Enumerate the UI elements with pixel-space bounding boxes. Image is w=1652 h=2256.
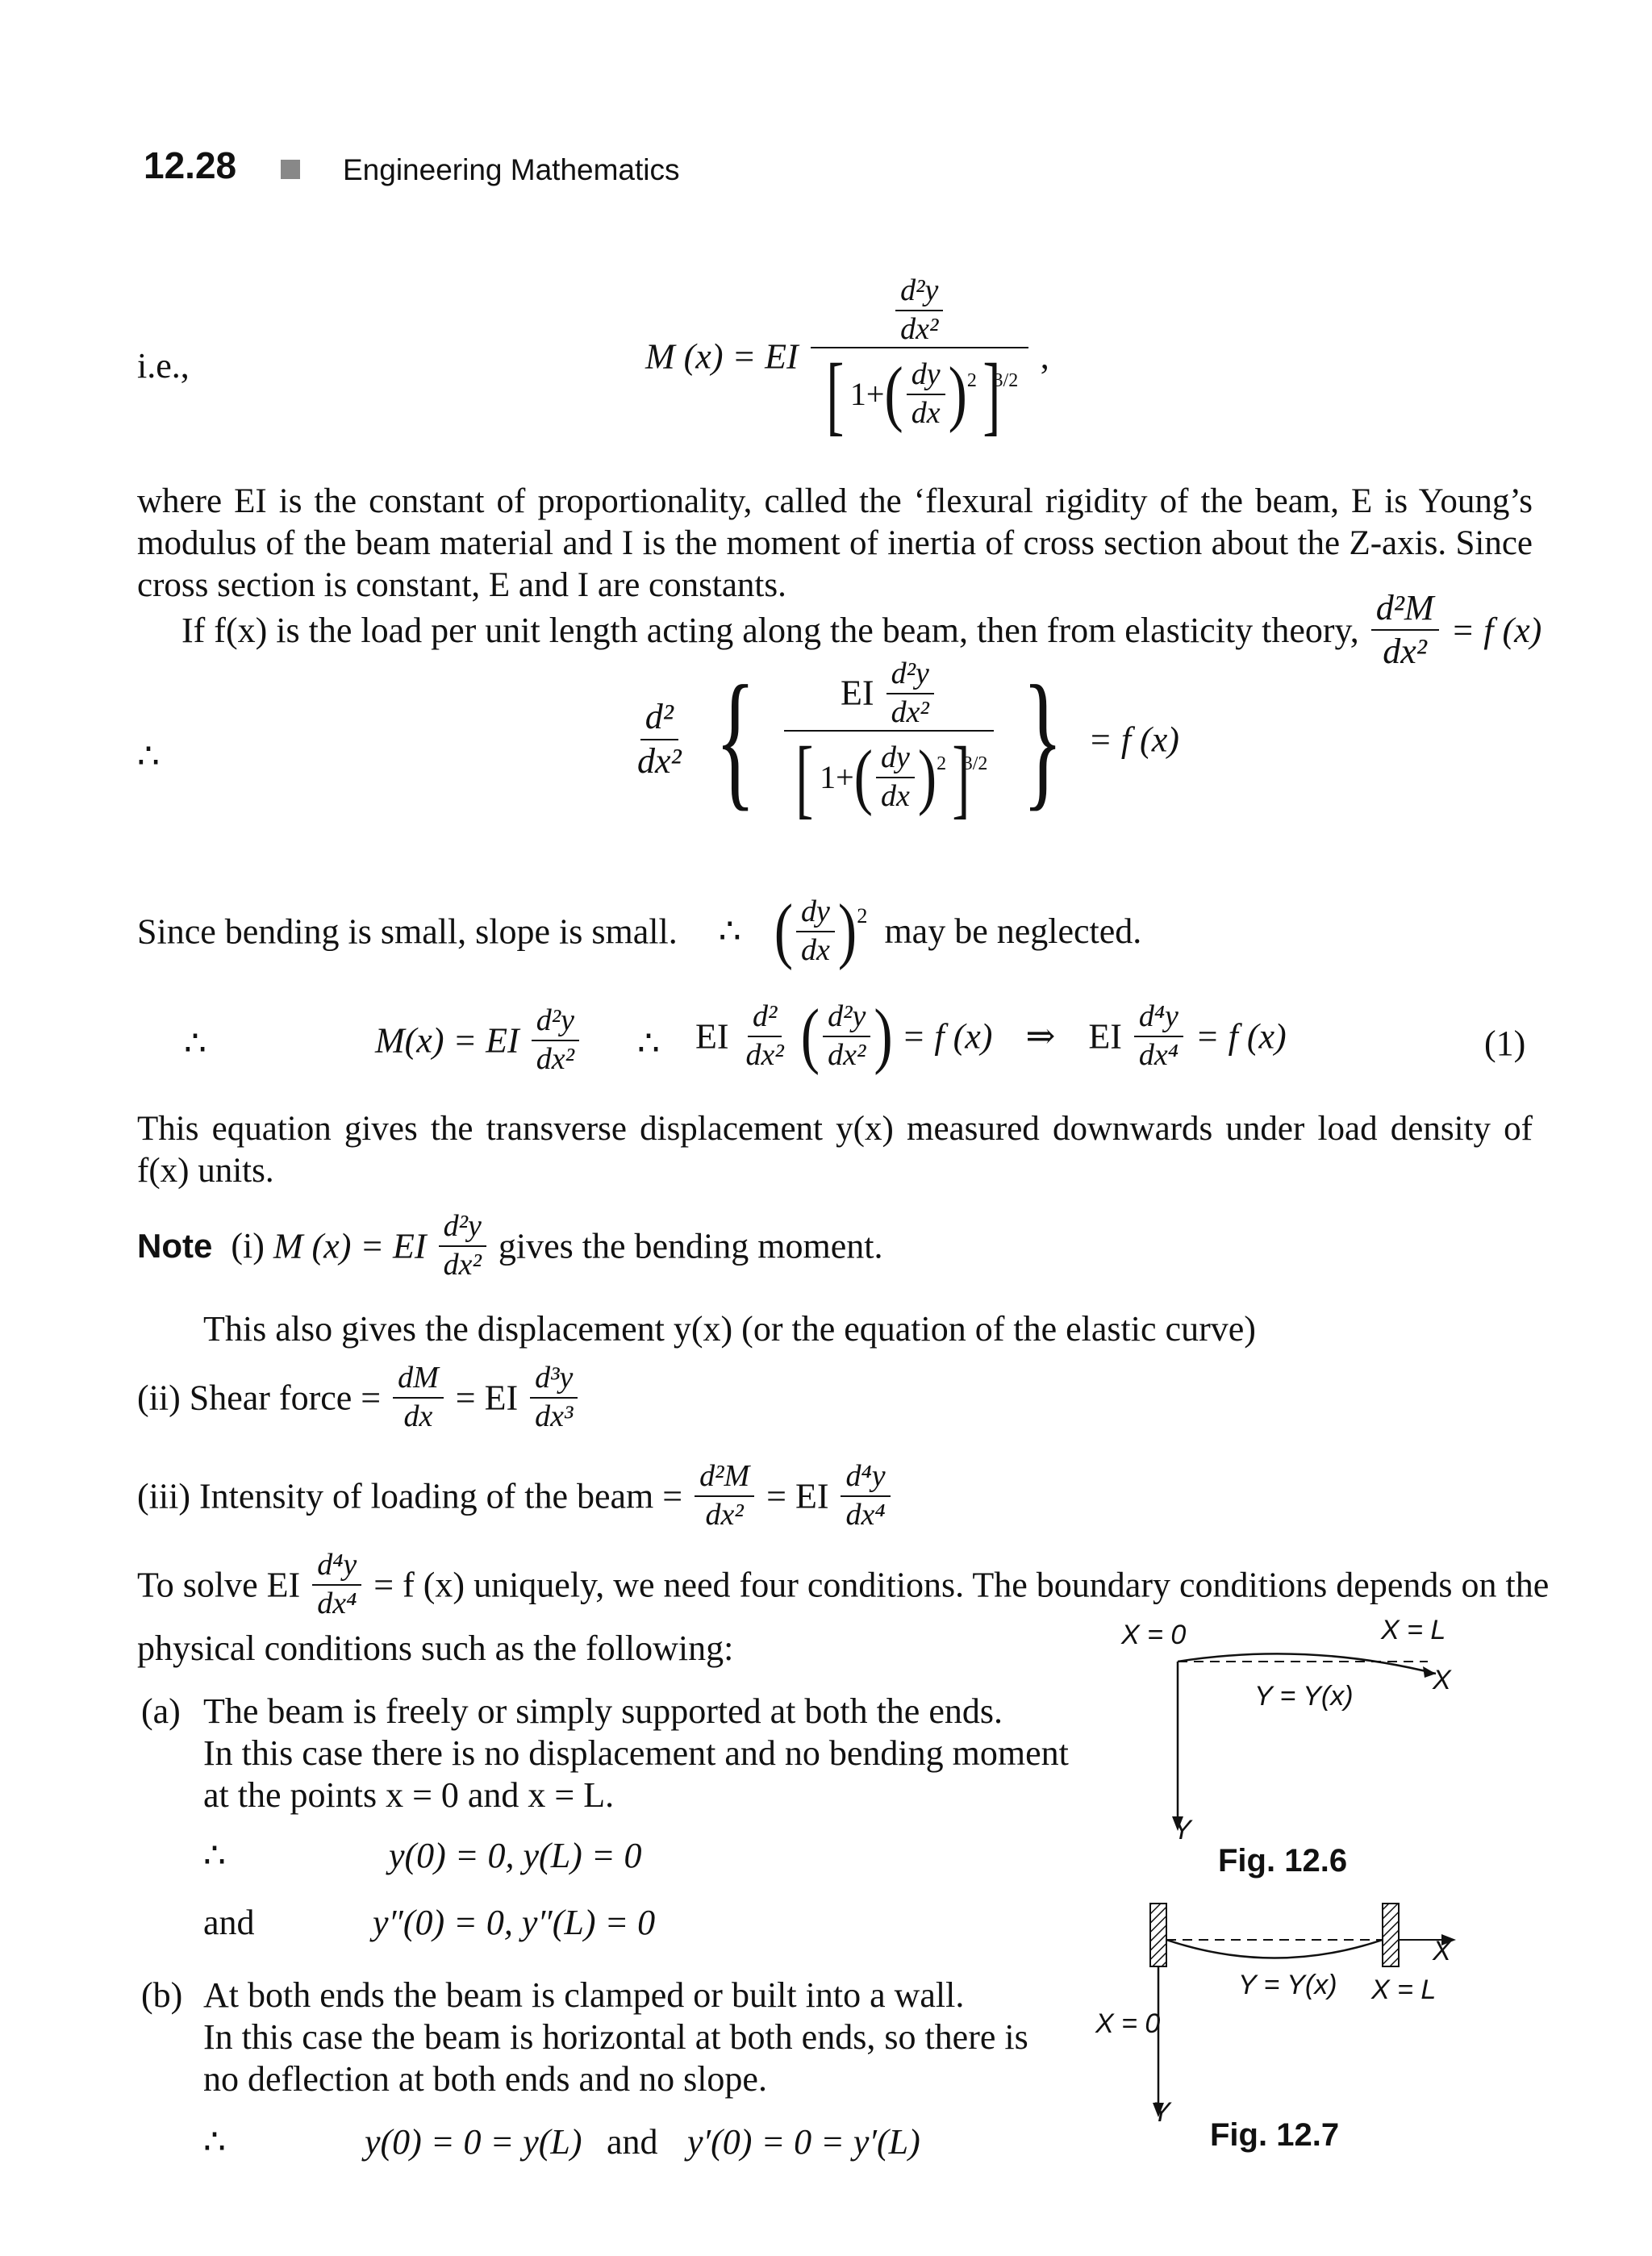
- case-b-line1: At both ends the beam is clamped or built into a wall.: [203, 1975, 965, 2015]
- eq2-rhs: = f (x): [1088, 719, 1179, 760]
- shear-label: (ii) Shear force =: [137, 1378, 382, 1418]
- solve-num: d⁴y: [312, 1549, 361, 1586]
- eq1-dy: dy: [907, 358, 945, 395]
- solve-line: [137, 1549, 1549, 1621]
- d2m-num: d²M: [1371, 589, 1439, 631]
- figure-12-7: [1113, 1895, 1484, 2129]
- case-b-cond1: y(0) = 0 = y(L): [365, 2122, 582, 2162]
- paragraph-flexural-rigidity: where EI is the constant of proportionality, called the ‘flexural rigidity of the beam, E is Young’s modulus of the beam material and I is the moment of inertia of cross section about the Z-axis. Since cross section is constant, E and I are constants.: [137, 482, 1533, 604]
- eq3-mid: = f (x): [901, 1016, 993, 1057]
- loading-line: [137, 1460, 894, 1532]
- case-a-label: (a): [141, 1691, 181, 1731]
- fig7-caption: Fig. 12.7: [1210, 2117, 1340, 2153]
- note-tail: gives the bending moment.: [498, 1226, 883, 1266]
- case-a-line1: The beam is freely or simply supported at both the ends.: [203, 1691, 1003, 1731]
- paragraph-displacement: This equation gives the transverse displacement y(x) measured downwards under load density of f(x) units.: [137, 1110, 1533, 1190]
- case-b-label: (b): [141, 1975, 183, 2015]
- d2m-den: dx²: [1383, 632, 1427, 672]
- eq1-num-fraction: [895, 274, 943, 347]
- header-square-icon: [281, 160, 300, 179]
- eq1-lhs: M (x) = EI: [645, 336, 799, 377]
- eq2-dy: dy: [876, 741, 915, 778]
- eq3-implies: ⇒: [1025, 1016, 1056, 1057]
- eq3-tag: (1): [1484, 1024, 1526, 1063]
- fig7-left-wall: [1150, 1904, 1166, 1966]
- case-b-line2: In this case the beam is horizontal at both ends, so there is: [203, 2017, 1028, 2057]
- case-a-line2: In this case there is no displacement and no bending moment: [203, 1733, 1069, 1773]
- note-line: [137, 1210, 882, 1282]
- slope-small-tail: may be neglected.: [884, 911, 1142, 952]
- slope-square: 2: [857, 903, 868, 928]
- fig6-xl-label: X = L: [1381, 1615, 1446, 1645]
- fig7-y-label: Y: [1152, 2097, 1170, 2128]
- loading-d1: dx²: [705, 1497, 744, 1532]
- eq3-therefore-2: ∴: [637, 1024, 660, 1063]
- case-b-line3: no deflection at both ends and no slope.: [203, 2059, 767, 2099]
- fig7-x-label: X: [1433, 1936, 1451, 1966]
- fig7-deflection-curve: [1166, 1940, 1383, 1958]
- eq3-d3: dx²: [828, 1037, 866, 1072]
- case-a-and: and: [203, 1903, 255, 1942]
- slope-fraction: [796, 895, 835, 968]
- slope-small-text: Since bending is small, slope is small.: [137, 911, 678, 952]
- eq2-inner-num: d²y: [886, 657, 934, 694]
- fig6-caption: Fig. 12.6: [1218, 1843, 1348, 1879]
- eq3-d2: dx²: [745, 1037, 784, 1072]
- fig7-x0-label: X = 0: [1095, 2008, 1161, 2039]
- eq1-fraction: $\frac{\text{d²y}}{\text{dx²}}$ [ 1+( $\frac{dy}{dx}$ )$^2$]$^{3/2}$: [811, 274, 1028, 439]
- eq1-comma: ,: [1040, 336, 1049, 377]
- eq3-middle: EI $\frac{\text{d²}}{\text{dx²}}$ ( $\frac{\text{d²y}}{\text{dx²}}$ ) = f (x) ⇒ EI $\frac{\text{d⁴y}}{\text{dx⁴}}$ = f (x): [695, 995, 1287, 1077]
- loading-d2: dx⁴: [845, 1497, 886, 1532]
- shear-line: [137, 1362, 581, 1434]
- fig6-deflection-curve: [1178, 1653, 1436, 1674]
- eq2-power: 3/2: [962, 753, 988, 774]
- note-lhs: M (x) = EI: [273, 1226, 427, 1266]
- eq2-outer-den: dx²: [637, 740, 682, 781]
- eq2-inner-den: dx²: [891, 694, 929, 729]
- book-title: Engineering Mathematics: [343, 153, 680, 186]
- solve-pre: To solve EI: [137, 1565, 301, 1605]
- eq2-inner-fraction: EI $\frac{\text{d²y}}{\text{dx²}}$ [ 1+( $\frac{dy}{dx}$ )$^2$]$^{3/2}$: [784, 657, 994, 822]
- case-a-line3: at the points x = 0 and x = L.: [203, 1775, 615, 1815]
- solve-den: dx⁴: [317, 1586, 357, 1620]
- solve-line2: physical conditions such as the following:: [137, 1628, 734, 1668]
- paragraph-load-text: If f(x) is the load per unit length acting along the beam, then from elasticity theory,: [181, 610, 1359, 650]
- loading-n2: d⁴y: [841, 1460, 890, 1497]
- note-num: d²y: [439, 1210, 486, 1247]
- shear-eq: = EI: [455, 1378, 519, 1418]
- case-b-and: and: [607, 2122, 658, 2162]
- shear-n1: dM: [393, 1362, 444, 1399]
- eq2-ei: EI: [841, 673, 874, 713]
- eq1-lead: i.e.,: [137, 346, 190, 386]
- shear-d2: dx³: [535, 1399, 574, 1433]
- fig6-y-label: Y: [1173, 1815, 1191, 1845]
- eq3-rhs: = f (x): [1195, 1016, 1287, 1057]
- slope-dx: dx: [801, 932, 830, 967]
- eq1-power: 3/2: [993, 369, 1019, 391]
- eq1-one-plus: 1+: [849, 375, 885, 412]
- slope-small-therefore: ∴: [718, 911, 741, 952]
- eq2-outer-num: d²: [640, 698, 678, 740]
- eq1-dx: dx: [911, 395, 941, 430]
- fig7-xl-label: X = L: [1371, 1975, 1437, 2005]
- eq3-therefore-1: ∴: [184, 1024, 206, 1063]
- loading-label: (iii) Intensity of loading of the beam =: [137, 1476, 683, 1516]
- eq3-d4: dx⁴: [1138, 1037, 1179, 1072]
- eq2: $\frac{\text{d²}}{\text{dx²}}$ { EI $\frac{\text{d²y}}{\text{dx²}}$ [ 1+( $\frac{dy}{dx}$ )$^2$]$^{3/2}$ } = f (x): [629, 657, 1179, 822]
- case-a-therefore: ∴: [203, 1836, 226, 1875]
- eq3-ei2: EI: [1088, 1016, 1122, 1057]
- eq3-lhs: M(x) = EI: [375, 1020, 519, 1061]
- slope-small-line: Since bending is small, slope is small. ∴ ( $\frac{dy}{dx}$ )$^2$ may be neglected.: [137, 890, 1142, 972]
- note-item-i: (i): [231, 1226, 265, 1266]
- case-a-cond2: y″(0) = 0, y″(L) = 0: [373, 1903, 656, 1942]
- page-number: 12.28: [144, 144, 237, 186]
- eq3-ei: EI: [695, 1016, 729, 1057]
- eq2-outer-fraction: [632, 698, 686, 781]
- d2m-rhs: = f (x): [1450, 610, 1542, 650]
- case-b-therefore: ∴: [203, 2122, 226, 2162]
- case-a-cond1: y(0) = 0, y(L) = 0: [389, 1836, 642, 1875]
- eq3-left: [375, 1004, 582, 1077]
- fig7-curve-label: Y = Y(x): [1238, 1970, 1337, 2000]
- fig6-x0-label: X = 0: [1121, 1620, 1187, 1650]
- slope-dy: dy: [796, 895, 835, 932]
- eq1-num: d²y: [895, 274, 943, 311]
- eq3-d1: dx²: [536, 1041, 574, 1076]
- note-den: dx²: [443, 1247, 482, 1282]
- figure-12-6: [1113, 1637, 1484, 1839]
- eq1-num-den: dx²: [900, 311, 939, 346]
- loading-n1: d²M: [695, 1460, 754, 1497]
- shear-n2: d³y: [530, 1362, 578, 1399]
- note-label: Note: [137, 1226, 213, 1265]
- eq2-therefore: ∴: [137, 736, 160, 776]
- fig6-x-label: X: [1433, 1665, 1451, 1695]
- eq2-square: 2: [937, 753, 947, 774]
- eq1-square: 2: [966, 369, 977, 391]
- note-sub: This also gives the displacement y(x) (or the equation of the elastic curve): [203, 1309, 1256, 1349]
- fig7-right-wall: [1383, 1904, 1399, 1966]
- solve-post: = f (x) uniquely, we need four conditions. The boundary conditions depends on the: [373, 1565, 1550, 1605]
- eq3-n3: d²y: [823, 1000, 870, 1037]
- eq3-n1: d²y: [532, 1004, 579, 1041]
- fig6-curve-label: Y = Y(x): [1254, 1681, 1354, 1712]
- d2m-fraction: [1371, 589, 1439, 672]
- eq2-one-plus: 1+: [820, 758, 854, 795]
- eq1: [645, 273, 1049, 444]
- case-b-cond2: y′(0) = 0 = y′(L): [687, 2122, 920, 2162]
- loading-eq: = EI: [766, 1476, 829, 1516]
- eq3-n4: d⁴y: [1134, 1000, 1183, 1037]
- eq2-dx: dx: [880, 778, 910, 813]
- eq3-n2: d²: [748, 1000, 782, 1037]
- shear-d1: dx: [403, 1399, 433, 1433]
